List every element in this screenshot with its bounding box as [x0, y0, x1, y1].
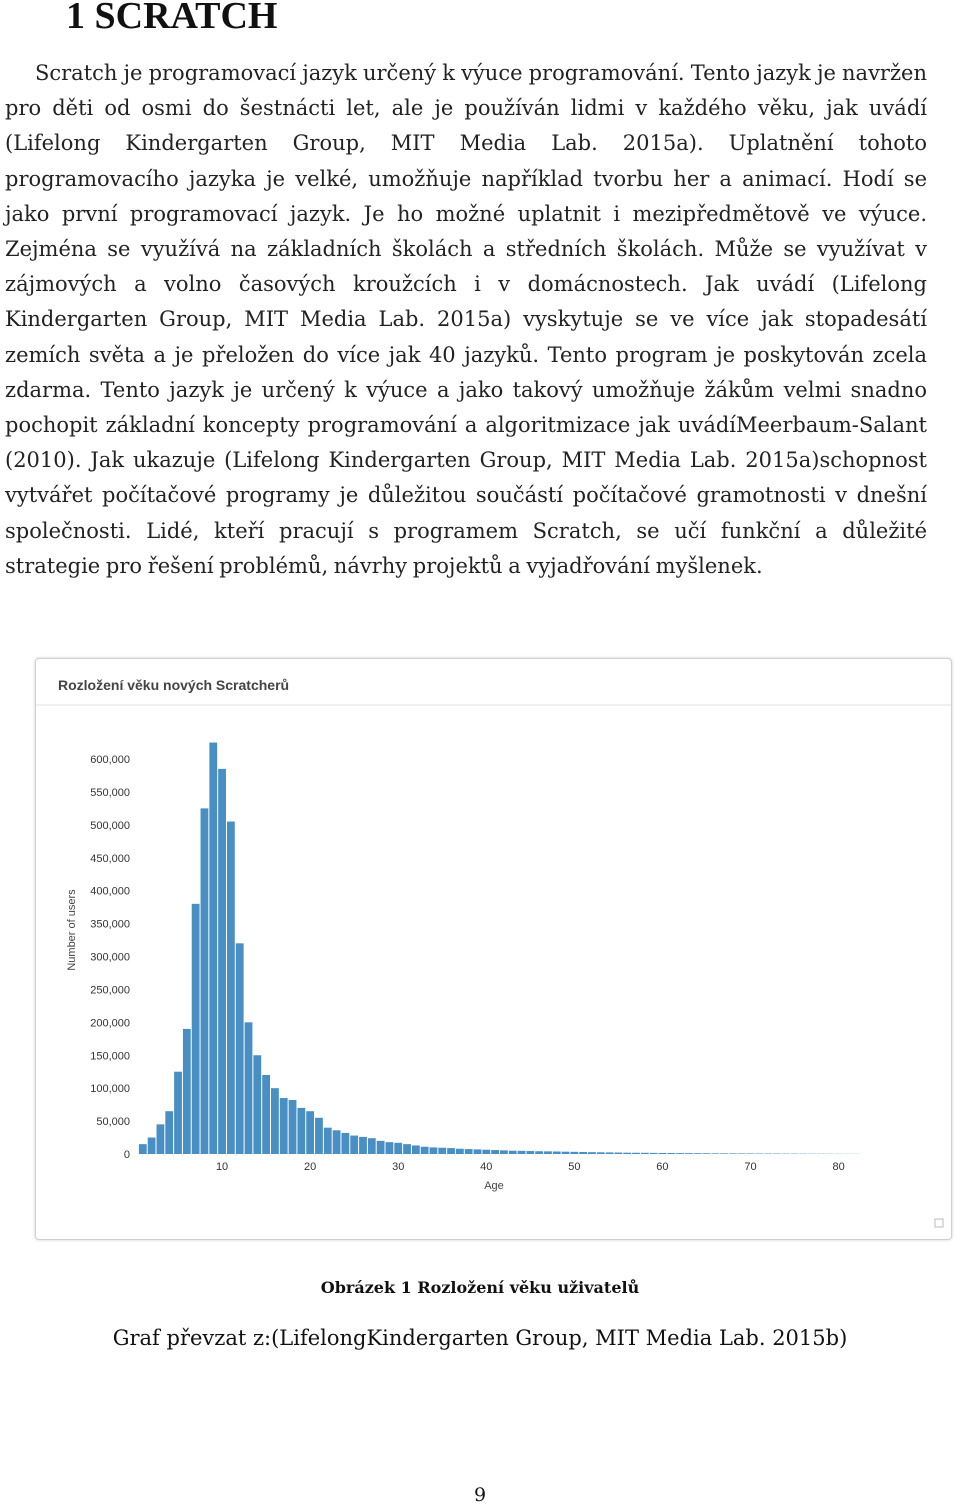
bar-age-45: [526, 1151, 534, 1154]
bar-age-65: [703, 1153, 711, 1154]
bar-age-49: [562, 1152, 570, 1154]
y-tick-label: 450,000: [90, 852, 130, 865]
bar-age-25: [350, 1136, 358, 1154]
bar-age-35: [438, 1148, 446, 1154]
bar-age-46: [535, 1151, 543, 1154]
bar-age-22: [324, 1128, 332, 1154]
bar-age-27: [368, 1138, 376, 1154]
bar-age-51: [579, 1152, 587, 1154]
bar-age-41: [491, 1150, 499, 1154]
x-tick-label: 40: [480, 1161, 493, 1173]
bar-age-33: [421, 1147, 429, 1154]
y-tick-label: 600,000: [90, 754, 130, 766]
section-heading: 1 SCRATCH: [66, 0, 278, 37]
bar-age-1: [139, 1144, 147, 1154]
bar-age-52: [588, 1152, 596, 1154]
bar-age-5: [174, 1072, 182, 1154]
bar-age-3: [157, 1124, 165, 1154]
y-tick-label: 200,000: [90, 1017, 130, 1030]
bar-age-19: [297, 1108, 305, 1154]
bar-age-69: [738, 1153, 746, 1154]
bar-age-64: [694, 1153, 702, 1154]
bar-age-39: [474, 1149, 482, 1154]
y-tick-label: 250,000: [90, 984, 130, 997]
bar-age-21: [315, 1118, 323, 1154]
bar-age-23: [333, 1130, 341, 1154]
bar-age-67: [720, 1153, 728, 1154]
bar-age-48: [553, 1152, 561, 1155]
x-axis-label: Age: [484, 1180, 504, 1192]
bar-age-37: [456, 1149, 464, 1154]
bar-age-16: [271, 1088, 279, 1154]
bar-age-13: [245, 1022, 253, 1154]
x-ticks-group: [216, 1161, 845, 1173]
x-tick-label: 50: [568, 1161, 581, 1173]
bar-age-43: [509, 1151, 517, 1154]
bar-age-50: [570, 1152, 578, 1154]
bar-age-36: [447, 1148, 455, 1154]
bar-age-18: [289, 1100, 297, 1154]
y-axis-label: Number of users: [66, 889, 78, 971]
chart-title: Rozložení věku nových Scratcherů: [58, 677, 290, 693]
x-tick-label: 30: [392, 1161, 405, 1173]
y-tick-label: 500,000: [90, 819, 130, 832]
bar-age-62: [676, 1153, 684, 1154]
bar-age-42: [500, 1150, 508, 1154]
bar-age-10: [218, 769, 226, 1154]
x-tick-label: 80: [832, 1161, 845, 1173]
age-distribution-chart: [35, 658, 952, 1240]
bar-age-66: [711, 1153, 719, 1154]
bar-age-11: [227, 822, 235, 1154]
bar-age-14: [253, 1055, 261, 1154]
bar-age-30: [394, 1143, 402, 1154]
bar-age-20: [306, 1111, 314, 1154]
y-tick-label: 400,000: [90, 885, 130, 898]
bar-age-8: [201, 808, 209, 1154]
bars-group: [139, 743, 860, 1154]
bar-age-61: [667, 1153, 675, 1154]
bar-age-17: [280, 1098, 288, 1154]
bar-age-6: [183, 1029, 191, 1154]
bar-age-24: [341, 1133, 349, 1154]
x-tick-label: 70: [744, 1161, 757, 1173]
body-paragraph: Scratch je programovací jazyk určený k výuce programování. Tento jazyk je navržen pro děti od osmi do šestnácti let, ale je používán lidmi v každého věku, jak uvádí (Lifelong Kindergarten Group, MIT Media Lab. 2015a). Uplatnění tohoto programovacího jazyka je velké, umožňuje například tvorbu her a animací. Hodí se jako první programovací jazyk. Je ho možné uplatnit i mezipředmětově ve výuce. Zejména se využívá na základních školách a středních školách. Může se využívat v zájmových a volno časových kroužcích i v domácnostech. Jak uvádí (Lifelong Kindergarten Group, MIT Media Lab. 2015a) vyskytuje se ve více jak stopadesátí zemích světa a je přeložen do více jak 40 jazyků. Tento program je poskytován zcela zdarma. Tento jazyk je určený k výuce a jako takový umožňuje žákům velmi snadno pochopit základní koncepty programování a algoritmizace jak uvádíMeerbaum-Salant (2010). Jak ukazuje (Lifelong Kindergarten Group, MIT Media Lab. 2015a)schopnost vytvářet počítačové programy je důležitou součástí počítačové gramotnosti v dnešní společnosti. Lidé, kteří pracují s programem Scratch, se učí funkční a důležité strategie pro řešení problémů, návrhy projektů a vyjadřování myšlenek.: [5, 61, 927, 578]
bar-age-70: [747, 1153, 755, 1154]
bar-age-60: [659, 1153, 667, 1154]
y-tick-label: 550,000: [90, 786, 130, 799]
bar-age-58: [641, 1153, 649, 1154]
bar-age-29: [386, 1142, 394, 1154]
bar-age-9: [209, 743, 217, 1154]
bar-age-55: [614, 1153, 622, 1154]
y-tick-label: 50,000: [96, 1116, 130, 1129]
bar-age-26: [359, 1137, 367, 1154]
x-tick-label: 60: [656, 1161, 669, 1173]
y-tick-label: 150,000: [90, 1050, 130, 1063]
bar-age-15: [262, 1075, 270, 1154]
bar-age-40: [482, 1150, 490, 1154]
bar-age-68: [729, 1153, 737, 1154]
bar-age-57: [632, 1153, 640, 1154]
bar-age-31: [403, 1144, 411, 1154]
bar-age-7: [192, 904, 200, 1154]
y-tick-label: 350,000: [90, 918, 130, 931]
y-tick-label: 0: [123, 1149, 130, 1161]
bar-age-56: [623, 1153, 631, 1154]
bar-age-4: [165, 1111, 173, 1154]
bar-age-32: [412, 1145, 420, 1154]
bar-age-63: [685, 1153, 693, 1154]
chart-svg: [36, 659, 951, 1239]
y-tick-label: 300,000: [90, 951, 130, 964]
figure-source: Graf převzat z:(LifelongKindergarten Group, MIT Media Lab. 2015b): [112, 1326, 848, 1350]
resize-handle-icon[interactable]: [935, 1219, 943, 1227]
bar-age-28: [377, 1141, 385, 1154]
bar-age-12: [236, 943, 244, 1154]
bar-age-53: [597, 1152, 605, 1154]
bar-age-34: [430, 1147, 438, 1154]
x-tick-label: 20: [304, 1161, 317, 1173]
bar-age-38: [465, 1149, 473, 1154]
bar-age-59: [650, 1153, 658, 1154]
x-tick-label: 10: [215, 1161, 229, 1173]
y-ticks-group: [90, 754, 130, 1161]
bar-age-2: [148, 1138, 156, 1154]
y-tick-label: 100,000: [90, 1083, 130, 1096]
bar-age-44: [518, 1151, 526, 1154]
bar-age-47: [544, 1151, 552, 1154]
bar-age-54: [606, 1152, 614, 1154]
page-number: 9: [473, 1484, 487, 1506]
figure-caption: Obrázek 1 Rozložení věku uživatelů: [320, 1278, 640, 1297]
